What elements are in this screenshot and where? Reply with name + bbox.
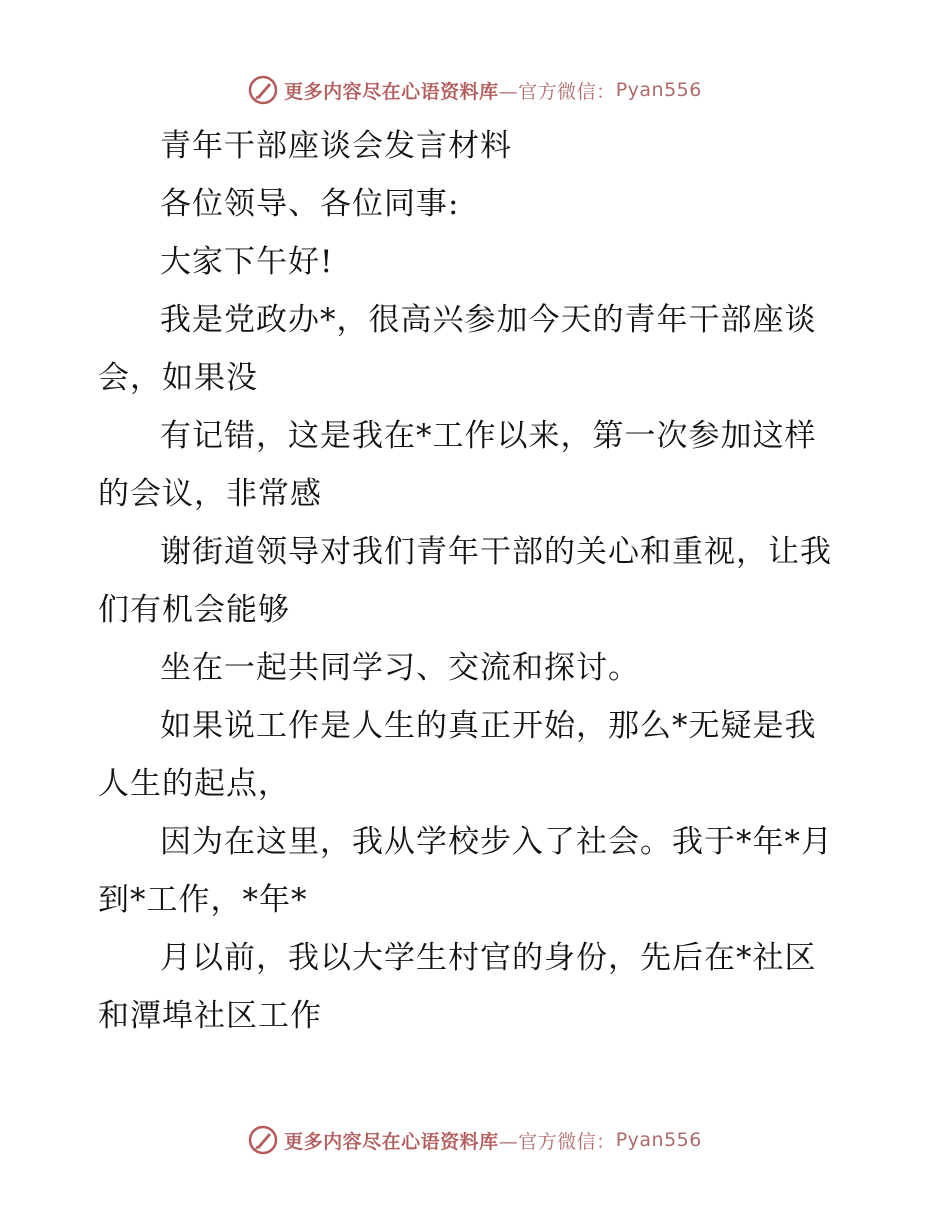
paragraph-line: 各位领导、各位同事: xyxy=(160,186,460,222)
document-body xyxy=(98,117,858,1045)
header-watermark xyxy=(0,70,950,110)
footer-watermark xyxy=(0,1120,950,1160)
paragraph-line: 人生的起点， xyxy=(98,766,290,802)
watermark-wechat-id: Pyan556 xyxy=(615,1129,702,1151)
paragraph-line: 坐在一起共同学习、交流和探讨。 xyxy=(160,650,640,686)
paragraph xyxy=(98,929,858,1045)
paragraph xyxy=(98,407,858,523)
document-title xyxy=(98,117,858,175)
paragraph-line: 和潭埠社区工作 xyxy=(98,998,322,1034)
paragraph xyxy=(98,523,858,639)
paragraph-line: 的会议，非常感 xyxy=(98,476,322,512)
paragraph-line: 谢街道领导对我们青年干部的关心和重视，让我 xyxy=(160,534,832,570)
paragraph-line: 月以前，我以大学生村官的身份，先后在*社区 xyxy=(160,940,817,976)
watermark-label: —官方微信： xyxy=(498,80,616,103)
watermark-wechat-id: Pyan556 xyxy=(615,79,702,101)
paragraph-line: 大家下午好! xyxy=(160,244,334,280)
paragraph-line: 们有机会能够 xyxy=(98,592,290,628)
paragraph-line: 会，如果没 xyxy=(98,360,258,396)
paragraph-line: 青年干部座谈会发言材料 xyxy=(160,128,512,164)
paragraph-line: 因为在这里，我从学校步入了社会。我于*年*月 xyxy=(160,824,833,860)
paragraph-line: 有记错，这是我在*工作以来，第一次参加这样 xyxy=(160,418,817,454)
watermark-brand: 更多内容尽在心语资料库 xyxy=(284,1130,499,1153)
paragraph-line: 如果说工作是人生的真正开始，那么*无疑是我 xyxy=(160,708,817,744)
paragraph-line: 我是党政办*，很高兴参加今天的青年干部座谈 xyxy=(160,302,817,338)
paragraph xyxy=(98,697,858,813)
watermark-label: —官方微信： xyxy=(498,1130,616,1153)
watermark-brand: 更多内容尽在心语资料库 xyxy=(284,80,499,103)
paragraph xyxy=(98,291,858,407)
greeting xyxy=(98,233,858,291)
salutation xyxy=(98,175,858,233)
paragraph-line: 到*工作，*年* xyxy=(98,882,308,918)
quill-logo-icon xyxy=(248,75,278,105)
paragraph xyxy=(98,639,858,697)
quill-logo-icon xyxy=(248,1125,278,1155)
paragraph xyxy=(98,813,858,929)
